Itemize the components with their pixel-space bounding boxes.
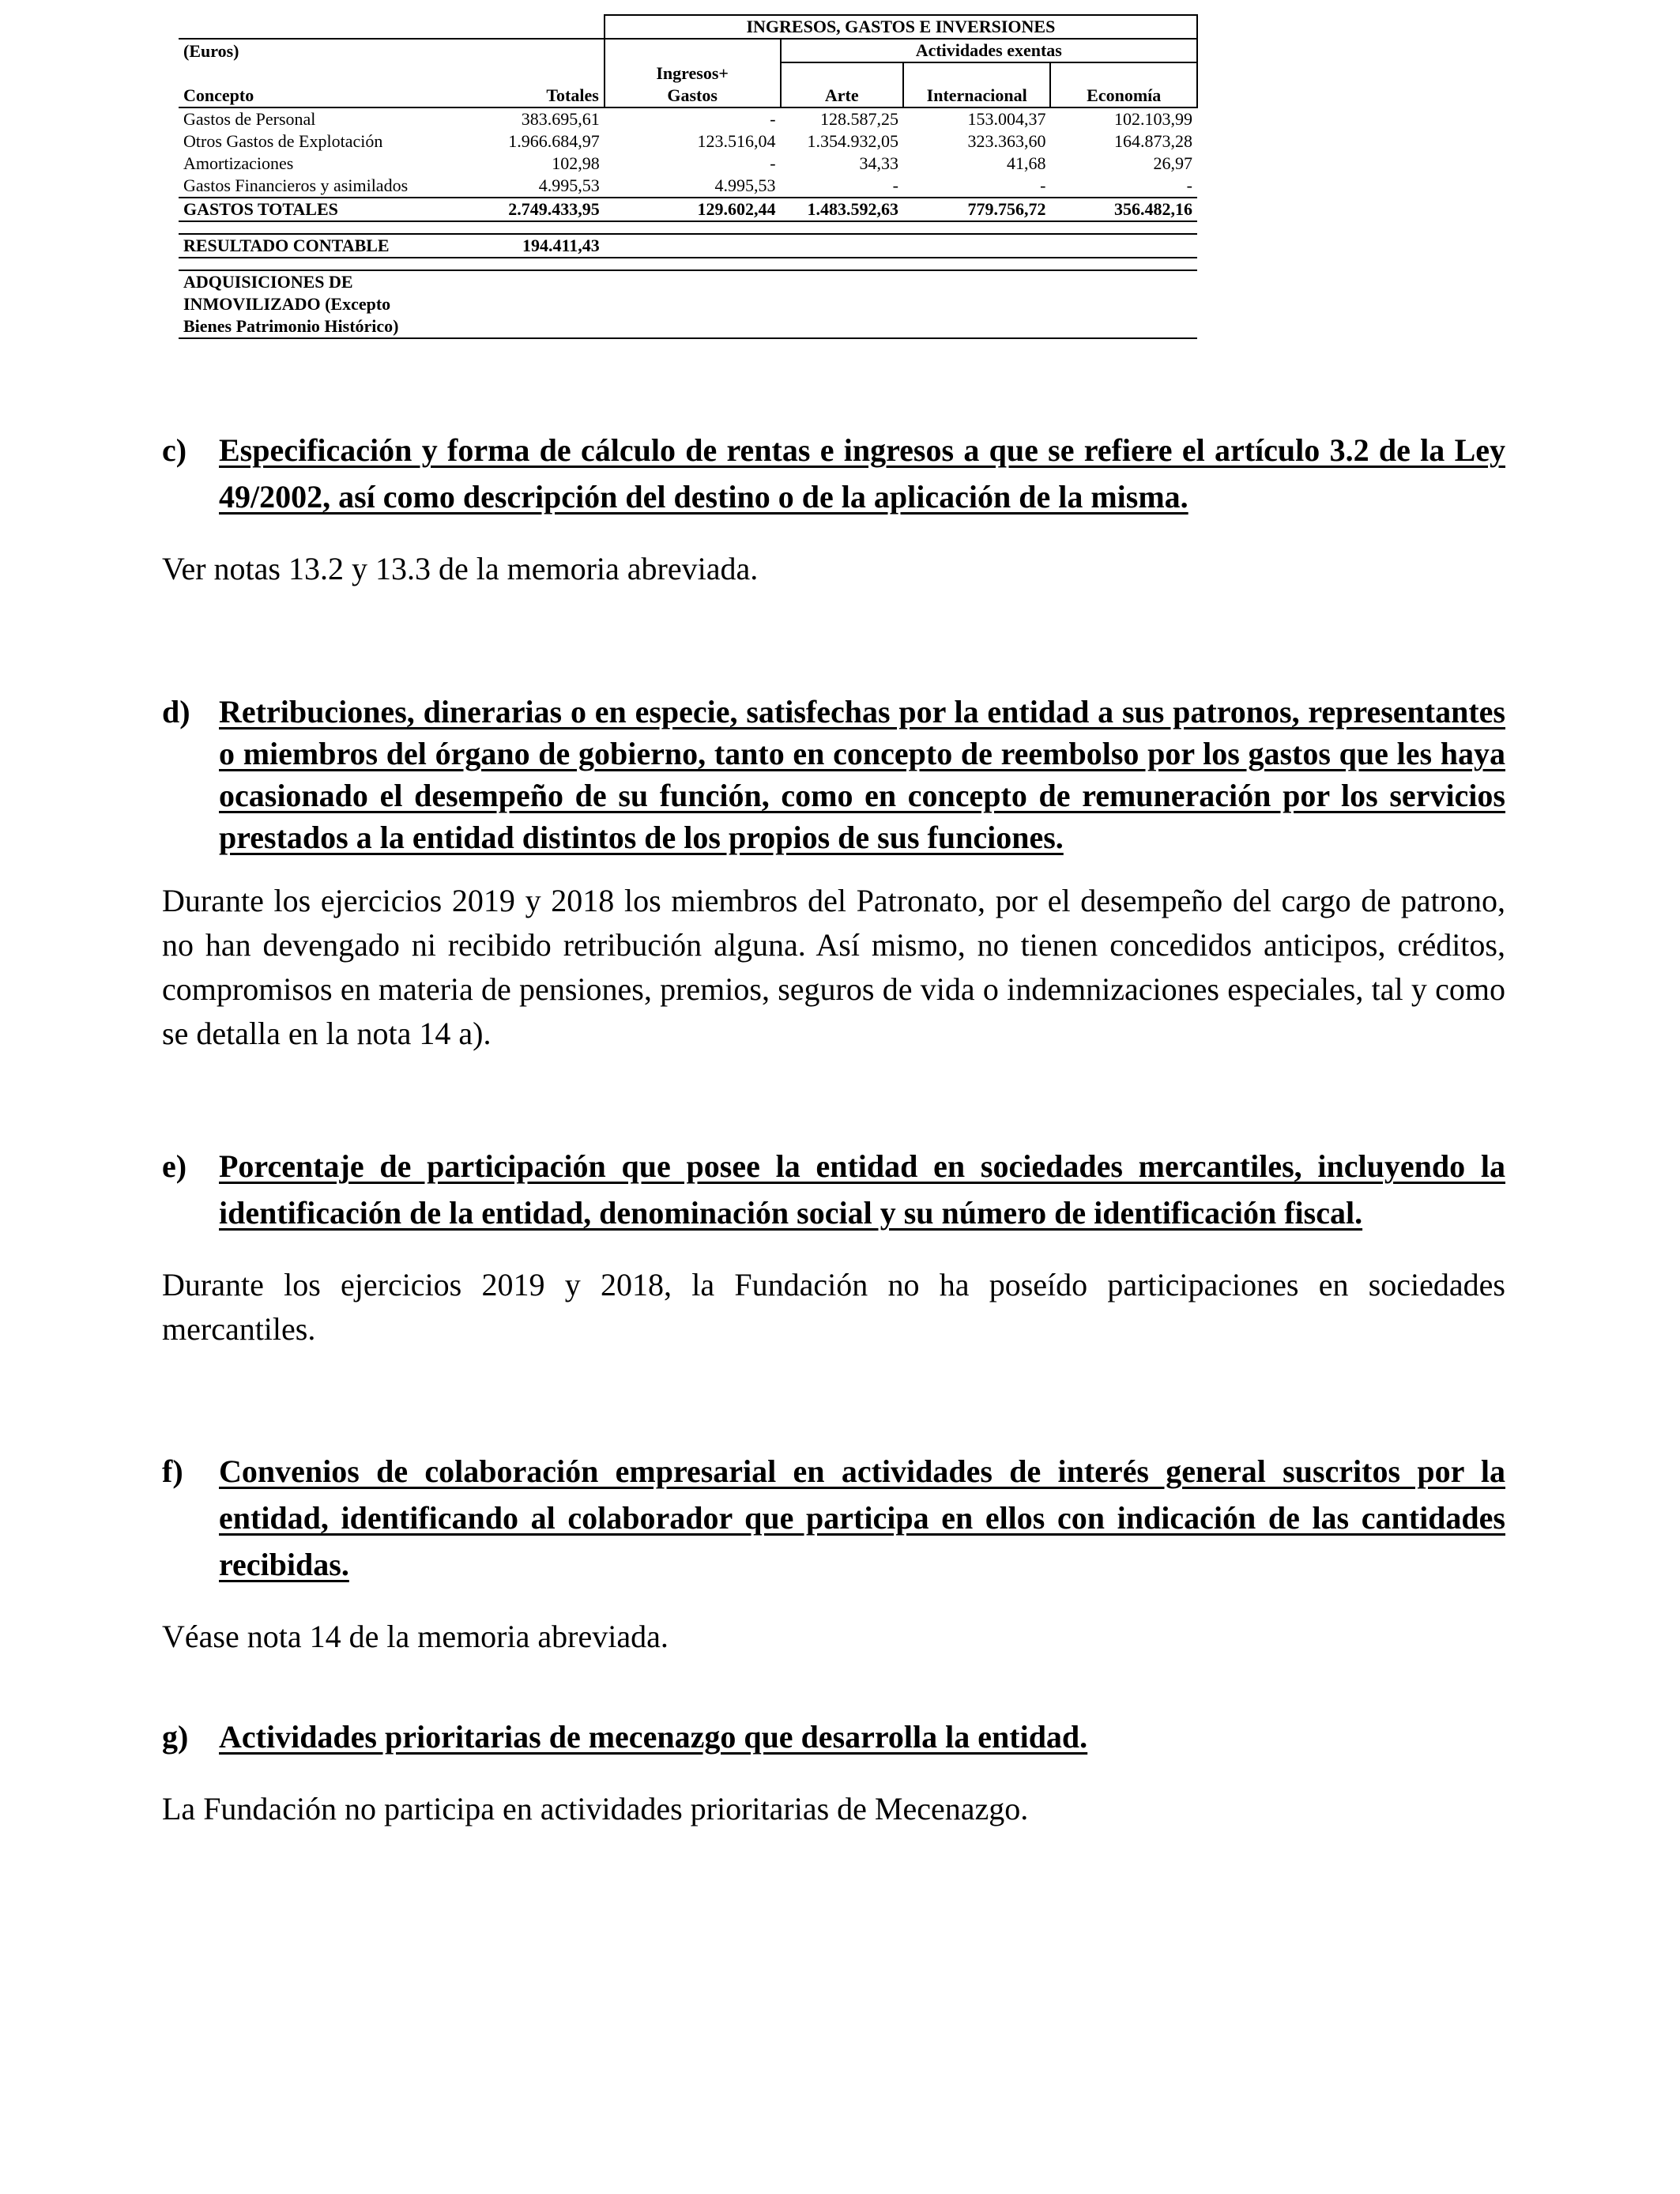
section-g [162,1713,1505,1831]
total-totales: 2.749.433,95 [481,198,604,221]
row-internacional: 153.004,37 [967,109,1046,129]
result-totales: 194.411,43 [481,234,604,258]
table-row [179,175,1197,198]
section-heading [162,1713,1505,1760]
section-heading [162,691,1505,858]
acquisitions-line2: INMOVILIZADO (Excepto [183,294,391,314]
acquisitions-line3: Bienes Patrimonio Histórico) [183,316,399,336]
section-heading-text: Retribuciones, dinerarias o en especie, satisfechas por la entidad a sus patronos, representantes o miembros del órgano de gobierno, tanto en concepto de reembolso por los gastos que les haya ocasionado el desempeño de su función, como en concepto de remuneración por los servicios prestados a la entidad distintos de los propios de sus funciones. [219,694,1505,855]
total-economia: 356.482,16 [1050,198,1197,221]
acquisitions-row [179,270,1197,338]
section-e [162,1143,1505,1351]
section-heading-text: Actividades prioritarias de mecenazgo que desarrolla la entidad. [219,1719,1088,1755]
section-paragraph: Ver notas 13.2 y 13.3 de la memoria abreviada. [162,551,759,586]
section-heading [162,427,1505,520]
row-economia: 26,97 [1153,153,1192,173]
total-concept: GASTOS TOTALES [179,198,481,221]
section-letter: f) [162,1453,183,1489]
section-f [162,1448,1505,1659]
financial-table [179,14,1198,339]
col-economia: Economía [1050,85,1197,107]
row-ingresos: - [770,109,776,129]
row-ingresos: 4.995,53 [714,175,776,195]
section-d [162,691,1505,1056]
table-header-row-2 [179,39,1197,62]
section-letter: e) [162,1148,187,1184]
row-internacional: 323.363,60 [967,131,1046,151]
result-concept: RESULTADO CONTABLE [179,234,481,258]
row-internacional: 41,68 [1006,153,1046,173]
col-ingresos-line2: Gastos [605,85,781,107]
acquisitions-concept [179,270,481,338]
total-arte: 1.483.592,63 [781,198,903,221]
section-heading-text: Porcentaje de participación que posee la entidad en sociedades mercantiles, incluyendo la identificación de la entidad, denominación social y su número de identificación fiscal. [219,1148,1505,1231]
acquisitions-line1: ADQUISICIONES DE [183,272,353,292]
table-header-row-4 [179,85,1197,107]
table-header-row-1 [179,15,1197,39]
row-economia: 102.103,99 [1114,109,1192,129]
row-arte: 34,33 [859,153,898,173]
row-arte: 128.587,25 [819,109,898,129]
section-paragraph: Durante los ejercicios 2019 y 2018, la Fundación no ha poseído participaciones en sociedades mercantiles. [162,1267,1505,1347]
section-paragraph: Durante los ejercicios 2019 y 2018 los miembros del Patronato, por el desempeño del cargo de patrono, no han devengado ni recibido retribución alguna. Así mismo, no tienen concedidos anticipos, créditos, compromisos en materia de pensiones, premios, seguros de vida o indemnizaciones especiales, tal y como se detalla en la nota 14 a). [162,883,1505,1051]
row-internacional: - [1040,175,1046,195]
col-arte: Arte [781,85,903,107]
section-heading-text: Especificación y forma de cálculo de rentas e ingresos a que se refiere el artículo 3.2 de la Ley 49/2002, así como descripción del destino o de la aplicación de la misma. [219,432,1505,515]
total-row [179,198,1197,221]
row-concept: Amortizaciones [183,153,294,173]
section-heading-text: Convenios de colaboración empresarial en actividades de interés general suscritos por la entidad, identificando al colaborador que participa en ellos con indicación de las cantidades recibidas. [219,1453,1505,1582]
section-paragraph: Véase nota 14 de la memoria abreviada. [162,1619,669,1654]
section-letter: g) [162,1719,189,1755]
col-ingresos-line1: Ingresos+ [605,62,781,85]
section-paragraph: La Fundación no participa en actividades prioritarias de Mecenazgo. [162,1791,1029,1826]
row-concept: Gastos Financieros y asimilados [183,175,409,195]
section-letter: d) [162,694,190,729]
section-heading [162,1448,1505,1588]
table-row [179,130,1197,153]
result-row [179,234,1197,258]
col-internacional: Internacional [903,85,1051,107]
group-header: INGRESOS, GASTOS E INVERSIONES [605,15,1197,39]
table-header-row-3 [179,62,1197,85]
row-totales: 1.966.684,97 [508,131,600,151]
col-concept: Concepto [179,85,481,107]
row-ingresos: - [770,153,776,173]
row-totales: 383.695,61 [521,109,600,129]
sub-group-header: Actividades exentas [781,39,1197,62]
row-totales: 102,98 [552,153,600,173]
total-ingresos: 129.602,44 [605,198,781,221]
table-row [179,153,1197,175]
unit-label: (Euros) [179,39,481,62]
row-concept: Gastos de Personal [183,109,316,129]
row-concept: Otros Gastos de Explotación [183,131,383,151]
row-arte: - [892,175,898,195]
row-economia: 164.873,28 [1114,131,1192,151]
row-ingresos: 123.516,04 [697,131,776,151]
row-totales: 4.995,53 [538,175,600,195]
row-arte: 1.354.932,05 [807,131,898,151]
section-heading [162,1143,1505,1236]
table-row [179,107,1197,130]
total-internacional: 779.756,72 [903,198,1051,221]
section-c [162,427,1505,591]
col-totales: Totales [481,85,604,107]
row-economia: - [1186,175,1192,195]
section-letter: c) [162,432,187,468]
